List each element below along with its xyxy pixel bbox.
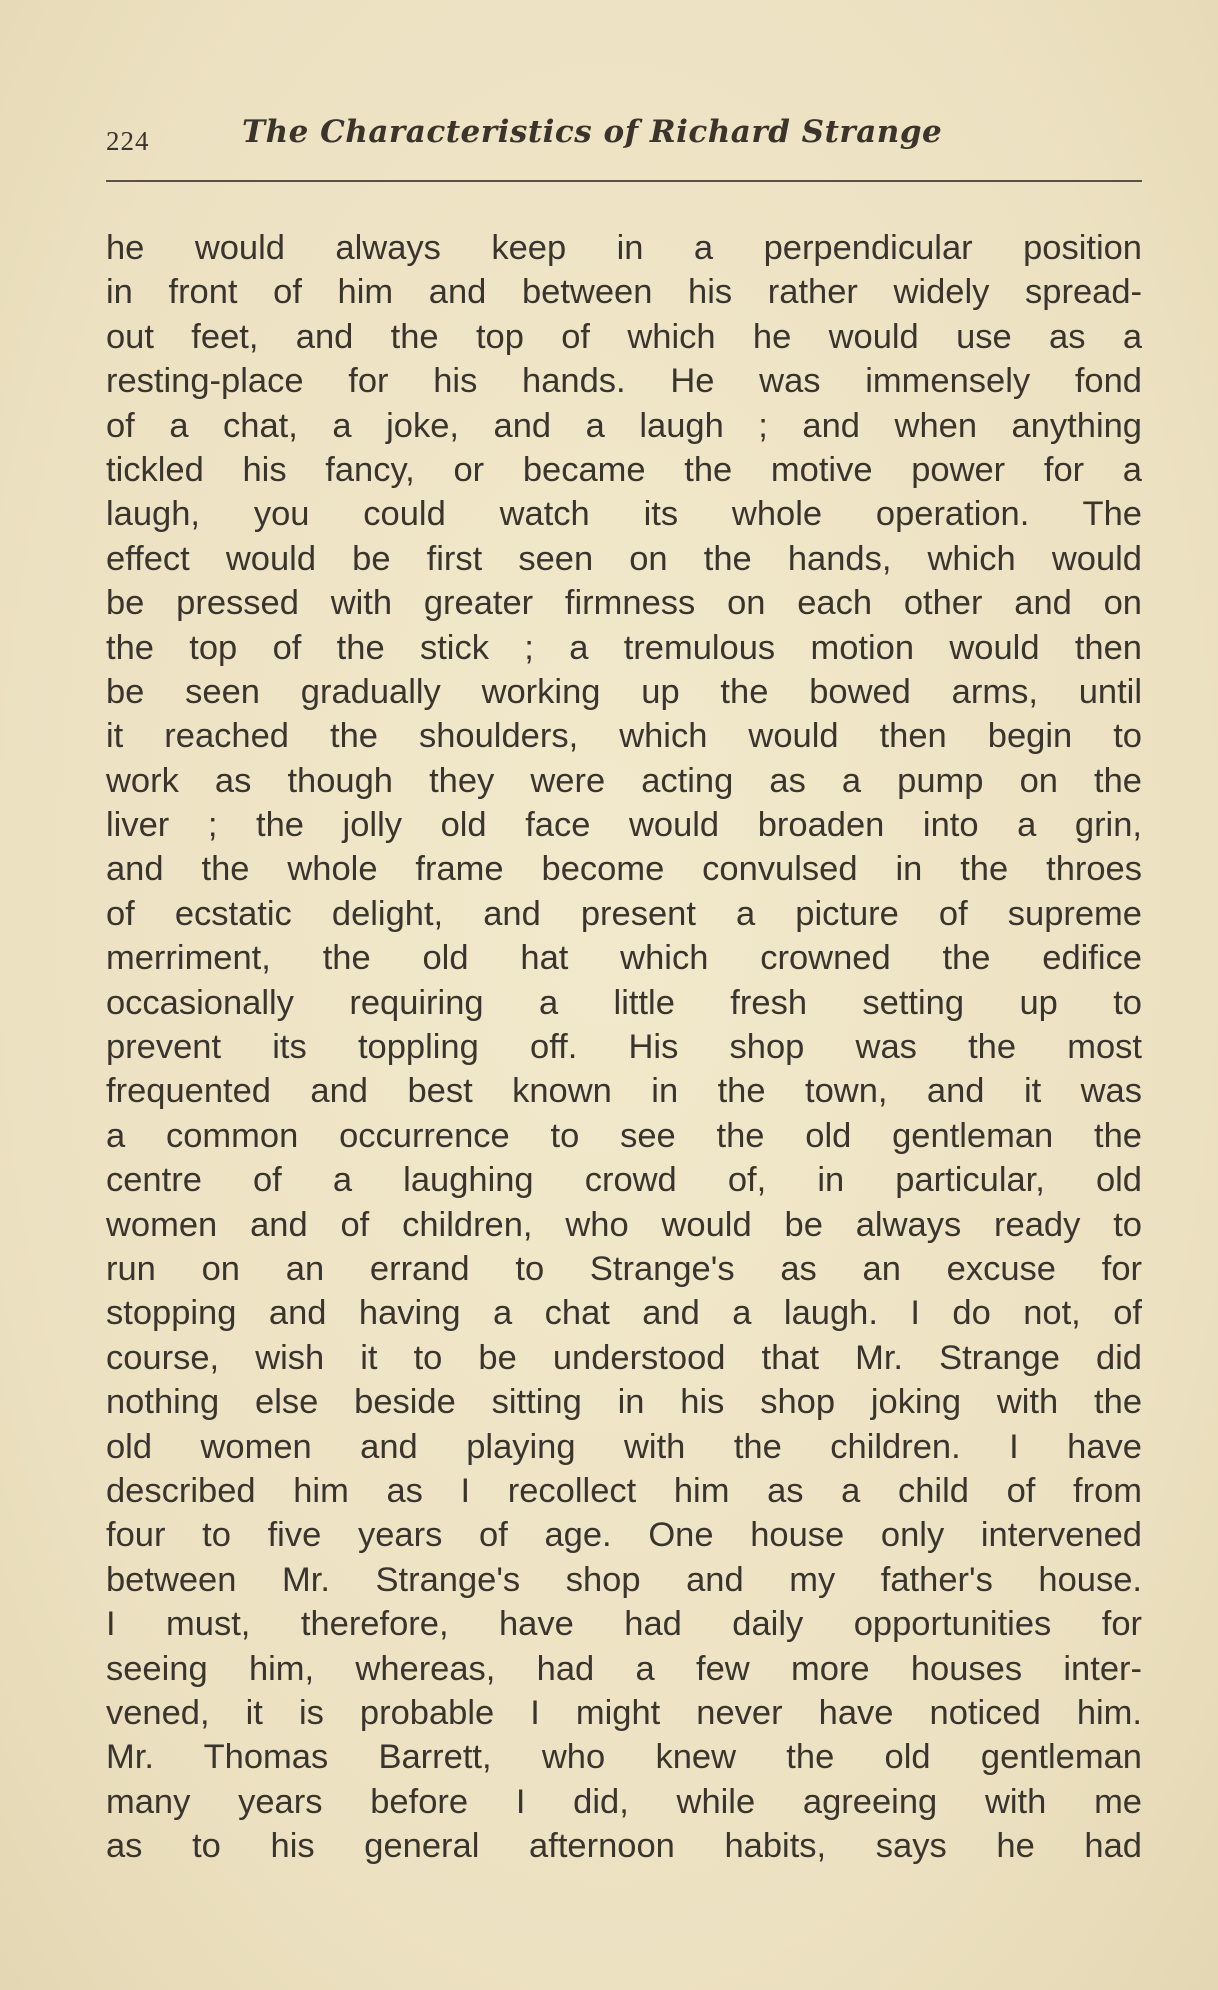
- text-line: old women and playing with the children. I have: [106, 1427, 1142, 1466]
- text-line: centre of a laughing crowd of, in particular, old: [106, 1161, 1142, 1200]
- text-line: liver ; the jolly old face would broaden into a grin,: [106, 806, 1142, 845]
- text-line: be seen gradually working up the bowed arms, until: [106, 672, 1142, 711]
- text-line: prevent its toppling off. His shop was the most: [106, 1028, 1142, 1067]
- text-line: of a chat, a joke, and a laugh ; and when anything: [106, 406, 1142, 445]
- text-line: he would always keep in a perpendicular position: [106, 229, 1142, 267]
- text-line: tickled his fancy, or became the motive power for a: [106, 450, 1142, 489]
- text-line: between Mr. Strange's shop and my father's house.: [106, 1560, 1142, 1599]
- page-header: [106, 108, 1142, 168]
- text-line: women and of children, who would be always ready to: [106, 1205, 1142, 1244]
- text-line: I must, therefore, have had daily opportunities for: [106, 1605, 1142, 1644]
- text-line: as to his general afternoon habits, says he had: [106, 1827, 1142, 1866]
- text-line: frequented and best known in the town, and it was: [106, 1072, 1142, 1111]
- text-line: a common occurrence to see the old gentleman the: [106, 1116, 1142, 1155]
- text-line: and the whole frame become convulsed in the throes: [106, 850, 1142, 889]
- body-text: [106, 226, 1142, 1868]
- text-line: it reached the shoulders, which would then begin to: [106, 717, 1142, 756]
- text-line: the top of the stick ; a tremulous motion would then: [106, 628, 1142, 667]
- text-line: stopping and having a chat and a laugh. I do not, of: [106, 1294, 1142, 1333]
- text-line: vened, it is probable I might never have noticed him.: [106, 1693, 1142, 1732]
- text-line: in front of him and between his rather widely spread-: [106, 273, 1142, 312]
- text-line: occasionally requiring a little fresh setting up to: [106, 983, 1142, 1022]
- text-line: seeing him, whereas, had a few more houses inter-: [106, 1649, 1142, 1688]
- text-line: work as though they were acting as a pump on the: [106, 761, 1142, 800]
- text-line: course, wish it to be understood that Mr. Strange did: [106, 1338, 1142, 1377]
- text-line: be pressed with greater firmness on each other and on: [106, 584, 1142, 623]
- text-line: four to five years of age. One house only intervened: [106, 1516, 1142, 1555]
- text-line: merriment, the old hat which crowned the edifice: [106, 939, 1142, 978]
- text-line: run on an errand to Strange's as an excuse for: [106, 1249, 1142, 1288]
- text-line: resting-place for his hands. He was immensely fond: [106, 362, 1142, 401]
- text-line: laugh, you could watch its whole operation. The: [106, 495, 1142, 534]
- text-line: described him as I recollect him as a child of from: [106, 1471, 1142, 1510]
- running-title: The Characteristics of Richard Strange: [242, 114, 943, 150]
- text-line: many years before I did, while agreeing with me: [106, 1782, 1142, 1821]
- text-line: Mr. Thomas Barrett, who knew the old gentleman: [106, 1738, 1142, 1777]
- header-rule: [106, 180, 1142, 182]
- text-line: out feet, and the top of which he would use as a: [106, 317, 1142, 356]
- text-line: effect would be first seen on the hands, which would: [106, 539, 1142, 578]
- page-number: 224: [106, 126, 150, 156]
- text-line: of ecstatic delight, and present a picture of supreme: [106, 894, 1142, 933]
- text-line: nothing else beside sitting in his shop joking with the: [106, 1383, 1142, 1422]
